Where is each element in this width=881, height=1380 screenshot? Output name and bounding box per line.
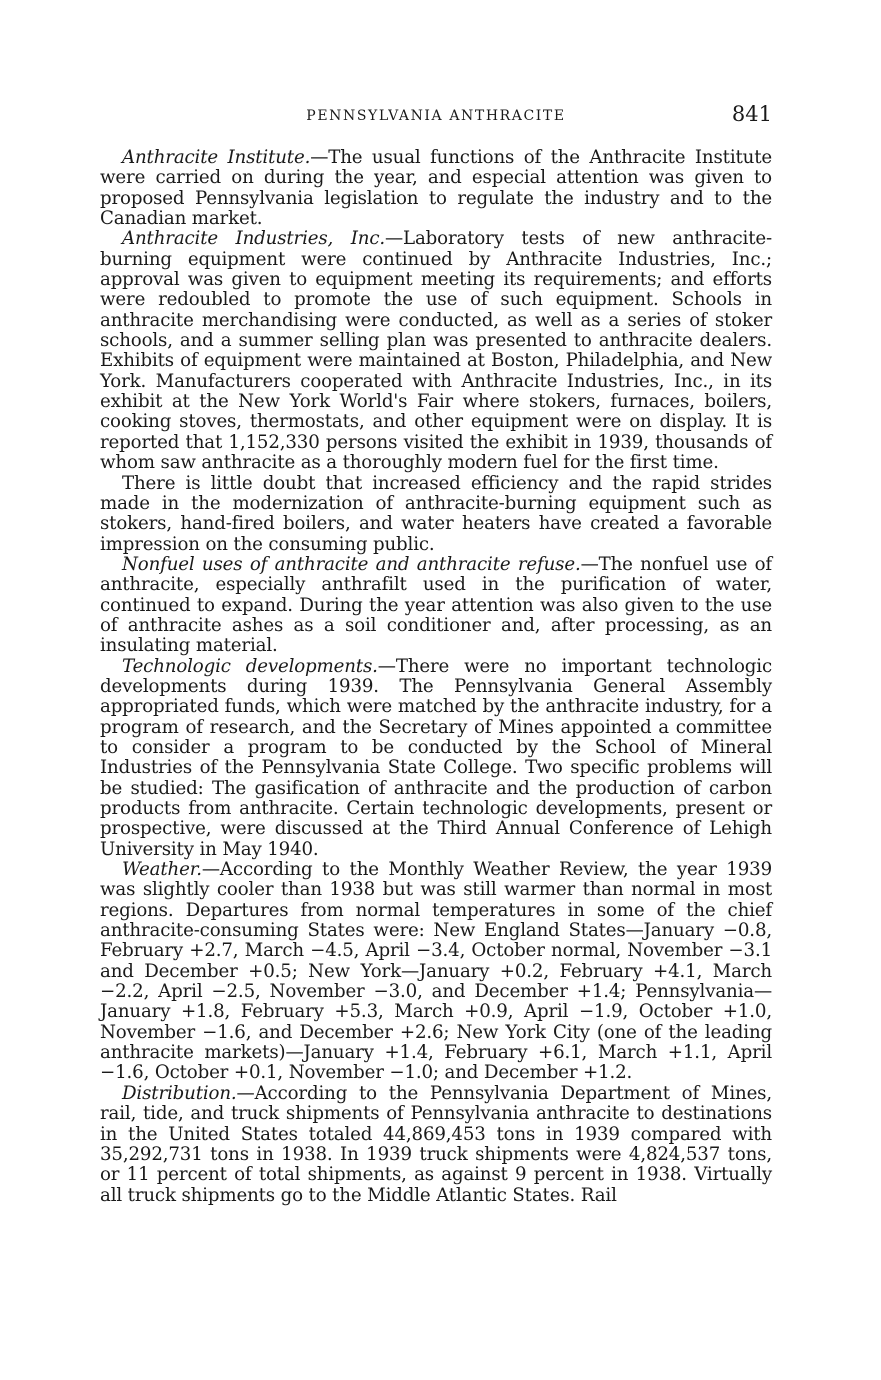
paragraph-weather <box>100 860 772 1084</box>
running-header <box>100 100 772 134</box>
page-number: 841 <box>731 102 772 126</box>
paragraph-nonfuel-uses <box>100 555 772 657</box>
paragraph-heading: Nonfuel uses of anthracite and anthracite refuse. <box>122 553 581 575</box>
paragraph-heading: Weather. <box>122 859 202 881</box>
paragraph-heading: Anthracite Industries, Inc. <box>122 228 385 250</box>
paragraph-text: There is little doubt that increased efficiency and the rapid strides made in the modernization of anthracite-burning equipment such as stokers, hand-fired boilers, and water heaters have created a favorable impression on the consuming public. <box>100 472 772 555</box>
paragraph-heading: Distribution. <box>122 1082 237 1104</box>
paragraph-efficiency <box>100 474 772 555</box>
paragraph-text: —The usual functions of the Anthracite Institute were carried on during the year, and especial attention was given to proposed Pennsylvania legislation to regulate the industry and to the Canadian market. <box>100 147 772 230</box>
paragraph-heading: Technologic developments. <box>122 655 378 677</box>
paragraph-distribution <box>100 1084 772 1206</box>
paragraph-technologic-developments <box>100 657 772 860</box>
paragraph-text: —According to the Monthly Weather Review, the year 1939 was slightly cooler than 1938 but was still warmer than normal in most regions. Departures from normal temperatures in some of the chief anthracite-consuming States were: New England States—January −0.8, February +2.7, March −4.5, April −3.4, October normal, November −3.1 and December +0.5; New York—January +0.2, February +4.1, March −2.2, April −2.5, November −3.0, and December +1.4; Pennsylvania—January +1.8, February +5.3, March +0.9, April −1.9, October +1.0, November −1.6, and December +2.6; New York City (one of the leading anthracite markets)—January +1.4, February +6.1, March +1.1, April −1.6, October +0.1, November −1.0; and December +1.2. <box>100 859 772 1084</box>
paragraph-heading: Anthracite Institute. <box>122 147 311 168</box>
paragraph-text: —There were no important technologic developments during 1939. The Pennsylvania General Assembly appropriated funds, which were matched by the anthracite industry, for a program of research, and the Secretary of Mines appointed a committee to consider a program to be conducted by the School of Mineral Industries of the Pennsylvania State College. Two specific problems will be studied: The gasification of anthracite and the production of carbon products from anthracite. Certain technologic developments, present or prospective, were discussed at the Third Annual Conference of Lehigh University in May 1940. <box>100 655 772 860</box>
body-text <box>100 148 772 1206</box>
paragraph-text: —According to the Pennsylvania Department of Mines, rail, tide, and truck shipments of Pennsylvania anthracite to destinations in the United States totaled 44,869,453 tons in 1939 compared with 35,292,731 tons in 1938. In 1939 truck shipments were 4,824,537 tons, or 11 percent of total shipments, as against 9 percent in 1938. Virtually all truck shipments go to the Middle Atlantic States. Rail <box>100 1082 772 1206</box>
running-title: PENNSYLVANIA ANTHRACITE <box>306 108 566 124</box>
paragraph-text: —Laboratory tests of new anthracite-burning equipment were continued by Anthracite Industries, Inc.; approval was given to equipment meeting its requirements; and efforts were redoubled to promote the use of such equipment. Schools in anthracite merchandising were conducted, as well as a series of stoker schools, and a summer selling plan was presented to anthracite dealers. Exhibits of equipment were maintained at Boston, Philadelphia, and New York. Manufacturers cooperated with Anthracite Industries, Inc., in its exhibit at the New York World's Fair where stokers, furnaces, boilers, cooking stoves, thermostats, and other equipment were on display. It is reported that 1,152,330 persons visited the exhibit in 1939, thousands of whom saw anthracite as a thoroughly modern fuel for the first time. <box>100 228 772 474</box>
document-page <box>100 100 772 1206</box>
paragraph-anthracite-industries <box>100 229 772 473</box>
paragraph-anthracite-institute <box>100 148 772 229</box>
paragraph-text: —The nonfuel use of anthracite, especially anthrafilt used in the purification of water, continued to expand. During the year attention was also given to the use of anthracite ashes as a soil conditioner and, after processing, as an insulating material. <box>100 553 772 657</box>
